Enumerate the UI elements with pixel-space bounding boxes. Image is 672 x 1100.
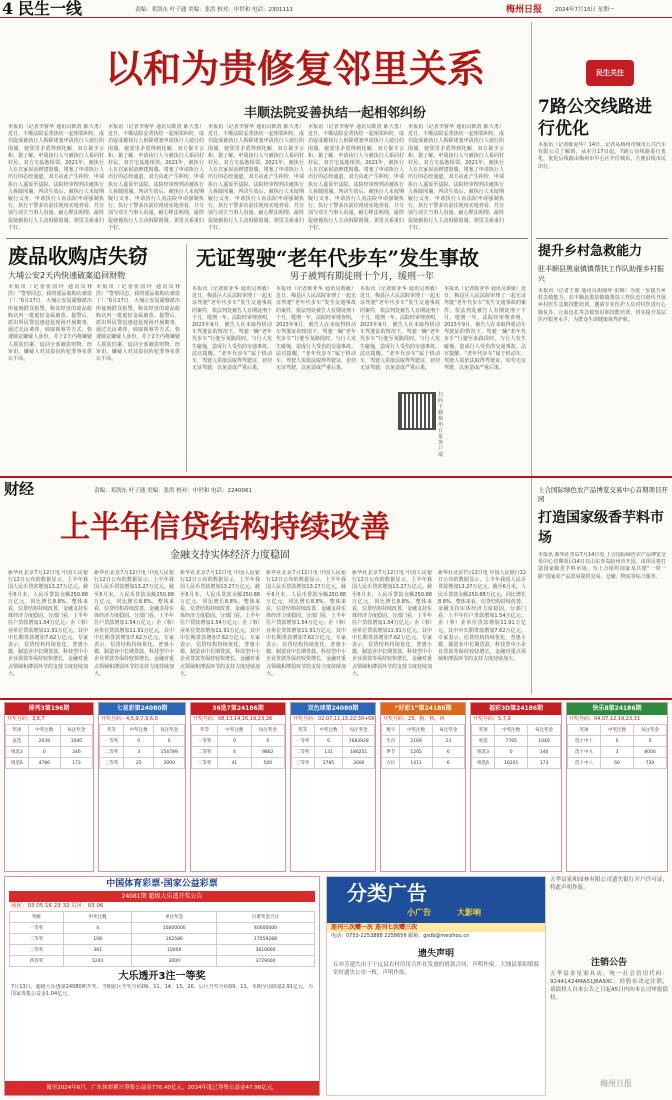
table-cell: 四等奖 (10, 956, 64, 967)
classified-ads (326, 876, 546, 1096)
table-row (10, 956, 315, 967)
right-notice-1: 五华县家和园林有限公司遗失银行开户许可证，特此声明作废。 (550, 877, 668, 891)
table-cell: 41 (218, 758, 251, 769)
ads-banner-title: 分类广告 (347, 881, 427, 905)
article-3-subtitle: 男子被判有期徒刑十个月，缓刑一年 (290, 272, 435, 282)
article-1-subtitle: 丰顺法院妥善执结一起相邻纠纷 (243, 106, 426, 121)
table-row (100, 736, 185, 747)
table-cell: 6 (432, 758, 464, 769)
divider (6, 238, 528, 239)
table-cell: 4 (218, 747, 251, 758)
table-cell: 每注奖金 (528, 725, 561, 736)
table-row (382, 736, 465, 747)
table-row (292, 758, 375, 769)
lottery-table (381, 724, 465, 769)
table-cell: 生肖 (382, 736, 400, 747)
table-row (192, 725, 285, 736)
table-cell: 组选3 (472, 747, 495, 758)
table-row (568, 758, 667, 769)
qr-caption: 扫码下载梅州日报客户端 (438, 392, 444, 458)
table-row (6, 758, 93, 769)
table-row (192, 747, 285, 758)
finance-editor-line: 责编：邓凯东 叶子通 美编：张洪 校对：申世和 电话：2240061 (94, 488, 252, 494)
table-cell: 选十中十 (568, 736, 601, 747)
sidebar-3-title: 打造国家级香芋料市场 (538, 510, 664, 546)
table-cell: 中奖注数 (218, 725, 251, 736)
table-row (382, 725, 465, 736)
table-cell: 162586 (132, 934, 217, 945)
divider (0, 698, 672, 700)
sidebar-1-badge (586, 60, 634, 86)
table-cell: 1205 (400, 747, 432, 758)
lottery-table (471, 724, 561, 769)
lottery-box-title: “好彩1”第24186期 (381, 703, 465, 715)
right-notice-title: 注销公告 (590, 958, 627, 968)
table-cell: 3000 (154, 758, 185, 769)
qr-code[interactable] (398, 392, 436, 430)
table-cell: 组选6 (472, 758, 495, 769)
table-cell: 0 (154, 736, 185, 747)
sports-lottery-footer: 截至2024年6月，广东体彩累计筹集公益金776.40亿元，2024年度已筹集公益金47.96亿元。 (5, 1081, 319, 1095)
table-cell: 组选3 (6, 747, 29, 758)
table-cell: 0 (123, 736, 154, 747)
table-row (472, 725, 561, 736)
table-row (568, 725, 667, 736)
dlt-title: 24081期 超级大乐透开奖公告 (9, 891, 315, 902)
ads-phone: 电话：0753-2253888 2258656 邮箱：gsdb@meizhou.cn (331, 933, 470, 939)
table-row (100, 758, 185, 769)
ads-promo: 连刊三次赠一次 连刊七次赠三次 (327, 923, 545, 932)
table-cell: 0 (634, 736, 667, 747)
article-1-body-col-2: 本报讯（记者李睿华 通讯员欧清 陈大勇）近日，丰顺法院妥善执结一起相邻纠纷，成功促成被执行人拆除堵塞申请执行人通行的围墙，使邻里矛盾得到化解，双方握手言和。据了解，申请执行人与被执行人系同村村民，双方宅基地相邻。2021年，被执行人在自家屋前修建围墙，堵塞了申请执行人出行的必经通道，双方由此产生纠纷，申请执行人遂诉至法院。法院经审理判决被执行人拆除围墙。判决生效后，被执行人未按期履行义务，申请执行人向法院申请强制执行。执行干警多次前往现场实地查看，并分别与双方当事人沟通，耐心释法明理，最终促使被执行人主动拆除围墙，邻里关系重归于好。 (108, 124, 204, 231)
table-cell: 40000000 (217, 923, 315, 934)
table-cell: 奖等 (292, 725, 315, 736)
table-cell: 3000 (132, 956, 217, 967)
sidebar-1-body: 本报讯（记者陈夏华）14日，记者从梅州市城市公共汽车有限公司了解到，从本月17日起，7路公交线路进行优化，优化后线路由梅州市中心区开往城东，方便沿线市民出行。 (538, 142, 666, 170)
lottery-table (567, 724, 667, 769)
table-cell: 10000 (132, 945, 217, 956)
lottery-winning-numbers: 开奖号码：23、狗、秋、西 (383, 716, 445, 722)
table-cell: 二等奖 (10, 934, 64, 945)
table-cell: 季节 (382, 747, 400, 758)
article-3-title: 无证驾驶“老年代步车”发生事故 (196, 246, 480, 270)
table-cell: 3 (601, 747, 634, 758)
table-cell: 0 (251, 736, 284, 747)
table-cell: 中奖注数 (28, 725, 60, 736)
table-cell: 中奖注数 (123, 725, 154, 736)
lottery-winning-numbers: 开奖号码：02,07,11,15,22,30+06 (293, 716, 375, 722)
lottery-box-title: 双色球第24080期 (291, 703, 375, 715)
lottery-box-title: 36选7第24186期 (191, 703, 285, 715)
table-cell: 数字 (382, 725, 400, 736)
lottery-table (191, 724, 285, 769)
table-cell: 186251 (343, 747, 375, 758)
table-cell: 奖项 (568, 725, 601, 736)
table-cell: 奖项 (472, 725, 495, 736)
table-cell: 中奖注数 (495, 725, 528, 736)
lottery-winning-numbers: 开奖号码：04,07,12,19,23,31 (569, 716, 641, 722)
article-3-body-col-3: 本报讯（记者陈亚华 通讯员黄敏）近日，梅县区人民法院审理了一起无证驾驶“老年代步车”发生交通事故的案件，依法判处被告人有期徒刑十个月，缓刑一年。法院经审理查明，2023年9月，被告人在未取得机动车驾驶证的情况下，驾驶一辆“老年代步车”行驶至某路段时，与行人发生碰撞，造成行人受伤的交通事故。法官提醒，“老年代步车”属于机动车，驾驶人需依法取得驾驶证，切勿无证驾驶，以免造成严重后果。 (360, 286, 440, 372)
table-row (10, 912, 315, 923)
table-cell: 一等奖 (100, 736, 124, 747)
article-3-body-col-4: 本报讯（记者陈亚华 通讯员黄敏）近日，梅县区人民法院审理了一起无证驾驶“老年代步车”发生交通事故的案件，依法判处被告人有期徒刑十个月，缓刑一年。法院经审理查明，2023年9月，被告人在未取得机动车驾驶证的情况下，驾驶一辆“老年代步车”行驶至某路段时，与行人发生碰撞，造成行人受伤的交通事故。法官提醒，“老年代步车”属于机动车，驾驶人需依法取得驾驶证，切勿无证驾驶，以免造成严重后果。 (444, 286, 526, 372)
ads-banner (327, 877, 545, 923)
page-number: 4 (2, 0, 14, 18)
table-cell: 一等奖 (192, 736, 218, 747)
table-row (568, 736, 667, 747)
table-cell: 23 (432, 736, 464, 747)
table-cell: 每注奖金 (154, 725, 185, 736)
table-cell: 4 (63, 923, 132, 934)
table-row (382, 758, 465, 769)
table-row (10, 945, 315, 956)
table-cell: 三等奖 (292, 758, 315, 769)
table-cell: 每注奖金 (634, 725, 667, 736)
table-row (6, 736, 93, 747)
table-cell: 应派奖金合计 (217, 912, 315, 923)
article-4-body-col-4: 新华社北京7月12日电 中国人民银行12日公布的数据显示，上半年我国人民币贷款增加13.27万亿元。截至6月末，人民币贷款余额250.88万亿元，同比增长8.8%。整体来看，信贷结构持续改善，金融支持实体经济力度稳固。分部门看，上半年住户贷款增加1.54万亿元；企（事）业单位贷款增加11.91万亿元，其中中长期贷款增加7.62万亿元。专家表示，信贷结构持续优化，普惠小微、制造业中长期贷款、科技型中小企业贷款等保持较快增长，金融对重点领域和薄弱环节的支持力度持续加大。 (266, 570, 346, 677)
table-cell: 17559288 (217, 934, 315, 945)
ads-banner-sub2: 大影响 (457, 908, 481, 917)
table-cell: 156789 (154, 747, 185, 758)
table-cell: 一等奖 (10, 923, 64, 934)
table-cell: 1040 (528, 736, 561, 747)
notice-body: 丘亦芳遗失由于于远县农村信用合作社发放的借款合同，声明作废。大埔县茶阳镇海堂村遗失公章一枚，声明作废。 (333, 962, 539, 976)
article-1-title: 以和为贵修复邻里关系 (104, 46, 485, 91)
dlt-news-title: 大乐透开3注一等奖 (118, 971, 206, 982)
table-cell: 720 (634, 758, 667, 769)
table-row (192, 736, 285, 747)
issue-date: 2024年7月15日 星期一 (555, 7, 615, 13)
article-3-body-col-2: 本报讯（记者陈亚华 通讯员黄敏）近日，梅县区人民法院审理了一起无证驾驶“老年代步车”发生交通事故的案件，依法判处被告人有期徒刑十个月，缓刑一年。法院经审理查明，2023年9月，被告人在未取得机动车驾驶证的情况下，驾驶一辆“老年代步车”行驶至某路段时，与行人发生碰撞，造成行人受伤的交通事故。法官提醒，“老年代步车”属于机动车，驾驶人需依法取得驾驶证，切勿无证驾驶，以免造成严重后果。 (276, 286, 356, 372)
table-row (10, 923, 315, 934)
article-2-title: 废品收购店失窃 (8, 244, 148, 268)
table-cell: 3729000 (217, 956, 315, 967)
table-row (6, 725, 93, 736)
table-cell: 131 (314, 747, 343, 758)
lottery-table (99, 724, 185, 769)
table-cell: 16201 (495, 758, 528, 769)
lottery-box (98, 702, 186, 872)
sports-lottery-panel (4, 876, 320, 1096)
table-row (100, 747, 185, 758)
divider (186, 244, 187, 472)
table-row (100, 725, 185, 736)
article-1-body-col-5: 本报讯（记者李睿华 通讯员欧清 陈大勇）近日，丰顺法院妥善执结一起相邻纠纷，成功促成被执行人拆除堵塞申请执行人通行的围墙，使邻里矛盾得到化解，双方握手言和。据了解，申请执行人与被执行人系同村村民，双方宅基地相邻。2021年，被执行人在自家屋前修建围墙，堵塞了申请执行人出行的必经通道，双方由此产生纠纷，申请执行人遂诉至法院。法院经审理判决被执行人拆除围墙。判决生效后，被执行人未按期履行义务，申请执行人向法院申请强制执行。执行干警多次前往现场实地查看，并分别与双方当事人沟通，耐心释法明理，最终促使被执行人主动拆除围墙，邻里关系重归于好。 (408, 124, 504, 231)
article-4-body-col-1: 新华社北京7月12日电 中国人民银行12日公布的数据显示，上半年我国人民币贷款增加13.27万亿元。截至6月末，人民币贷款余额250.88万亿元，同比增长8.8%。整体来看，信贷结构持续改善，金融支持实体经济力度稳固。分部门看，上半年住户贷款增加1.54万亿元；企（事）业单位贷款增加11.91万亿元，其中中长期贷款增加7.62万亿元。专家表示，信贷结构持续优化，普惠小微、制造业中长期贷款、科技型中小企业贷款等保持较快增长，金融对重点领域和薄弱环节的支持力度持续加大。 (8, 570, 88, 677)
table-cell: 346 (60, 747, 92, 758)
table-row (10, 934, 315, 945)
table-cell: 3000 (343, 758, 375, 769)
sidebar-2-body: 本报讯（记者王俊 通讯员胡丽萍 张梅）为进一步提升乡村急救能力，驻丰顺县黑泉镇镇帮扶工作队近日组织开展乡村医生急救技能培训，邀请专业医护人员对村医进行心肺复苏、止血包扎等急救知识和技能培训，切实提升基层医疗服务水平，为群众生命健康保驾护航。 (538, 288, 666, 323)
article-2-body-col-1: 本报讯（记者张国玲 通讯员林浩）“警察同志，我的废品收购店被盗了！”6月27日，大埔公安局湖寮派出所接到群众报警，称其经营的废品收购店内一批废旧金属被盗。接警后，派出所民警迅速赶赴现场开展勘查，通过走访调查、调取视频等方式，快速锁定嫌疑人身份，并于2天内将嫌疑人抓获归案，追回全部被盗财物。经审讯，嫌疑人对其盗窃的犯罪事实供认不讳。 (8, 284, 92, 363)
sidebar-2-subtitle: 驻丰顺县黑泉镇镇帮扶工作队助推乡村振兴 (538, 265, 664, 283)
table-cell: 每注奖金 (251, 725, 284, 736)
editor-line: 责编：邓凯东 叶子通 美编：张洪 校对：申世和 电话：2301111 (135, 7, 293, 13)
table-row (472, 758, 561, 769)
table-cell: 0 (495, 747, 528, 758)
table-cell: 6 (314, 736, 343, 747)
lottery-box (566, 702, 668, 872)
table-cell: 1785 (314, 758, 343, 769)
section-title: 民生一线 (18, 0, 83, 18)
lottery-box (4, 702, 94, 872)
sports-lottery-title: 中国体育彩票·国家公益彩票 (106, 879, 218, 889)
table-cell: 7683928 (343, 736, 375, 747)
right-notices (550, 876, 668, 1096)
table-cell: 25 (123, 758, 154, 769)
table-cell: 9862 (251, 747, 284, 758)
lottery-winning-numbers: 开奖号码：5,7,9 (473, 716, 511, 722)
table-cell: 单选 (472, 736, 495, 747)
table-cell: 2169 (400, 736, 432, 747)
table-cell: 0 (601, 736, 634, 747)
table-cell: 方位 (382, 758, 400, 769)
sidebar-3-body: 本报讯 新华社青岛7月14日电 上合国际绿色农产品博览交易中心首期项目14日在山东青岛胶州市开园。该项目将打造国家级香芋料市场，为上合组织国家及共建“一带一路”国家农产品贸易提供交易、仓储、物流等综合服务。 (538, 552, 666, 580)
article-2-body-col-2: 本报讯（记者张国玲 通讯员林浩）“警察同志，我的废品收购店被盗了！”6月27日，大埔公安局湖寮派出所接到群众报警，称其经营的废品收购店内一批废旧金属被盗。接警后，派出所民警迅速赶赴现场开展勘查，通过走访调查、调取视频等方式，快速锁定嫌疑人身份，并于2天内将嫌疑人抓获归案，追回全部被盗财物。经审讯，嫌疑人对其盗窃的犯罪事实供认不讳。 (96, 284, 180, 363)
table-row (292, 747, 375, 758)
sidebar-3-kicker: 上合国际绿色农产品博览交易中心首期项目开园 (538, 486, 668, 503)
article-4-title: 上半年信贷结构持续改善 (60, 510, 390, 545)
table-cell: 直选 (6, 736, 29, 747)
table-cell: 8000 (634, 747, 667, 758)
table-cell: 中奖注数 (601, 725, 634, 736)
paper-logo: 梅州日报 (506, 5, 543, 15)
table-cell: 60 (601, 758, 634, 769)
table-cell: 346 (528, 747, 561, 758)
table-cell: 单注奖金 (132, 912, 217, 923)
table-row (472, 747, 561, 758)
table-cell: 0 (218, 736, 251, 747)
table-cell: 中奖注数 (314, 725, 343, 736)
table-cell: 三等奖 (100, 758, 124, 769)
watermark: 梅州日报 (600, 1079, 632, 1088)
article-4-subtitle: 金融支持实体经济力度稳固 (170, 550, 290, 561)
table-cell: 每注奖金 (343, 725, 375, 736)
table-cell: 奖级 (10, 912, 64, 923)
table-cell: 选十中九 (568, 747, 601, 758)
table-cell: 3 (123, 747, 154, 758)
table-cell: 每注奖金 (60, 725, 92, 736)
lottery-box-title: 快乐8第24186期 (567, 703, 667, 715)
table-row (292, 736, 375, 747)
table-cell: 1411 (400, 758, 432, 769)
lottery-winning-numbers: 开奖号码：4,5,9,7,9,6,0 (101, 716, 158, 722)
table-cell: 每注奖金 (432, 725, 464, 736)
divider (0, 476, 672, 478)
lottery-box (190, 702, 286, 872)
table-cell: 选十中八 (568, 758, 601, 769)
divider (531, 488, 532, 694)
lottery-box-title: 七星彩第24080期 (99, 703, 185, 715)
article-1-body-col-3: 本报讯（记者李睿华 通讯员欧清 陈大勇）近日，丰顺法院妥善执结一起相邻纠纷，成功促成被执行人拆除堵塞申请执行人通行的围墙，使邻里矛盾得到化解，双方握手言和。据了解，申请执行人与被执行人系同村村民，双方宅基地相邻。2021年，被执行人在自家屋前修建围墙，堵塞了申请执行人出行的必经通道，双方由此产生纠纷，申请执行人遂诉至法院。法院经审理判决被执行人拆除围墙。判决生效后，被执行人未按期履行义务，申请执行人向法院申请强制执行。执行干警多次前往现场实地查看，并分别与双方当事人沟通，耐心释法明理，最终促使被执行人主动拆除围墙，邻里关系重归于好。 (208, 124, 304, 231)
lottery-box (380, 702, 466, 872)
article-2-subtitle: 大埔公安2天内快速破案追回财物 (8, 271, 126, 280)
table-cell: 108 (63, 934, 132, 945)
table-row (472, 736, 561, 747)
table-cell: 组选6 (6, 758, 29, 769)
notice-title: 遗失声明 (417, 949, 454, 959)
lottery-winning-numbers: 开奖号码：3,6,7 (7, 716, 45, 722)
table-cell: 7765 (495, 736, 528, 747)
lottery-box (470, 702, 562, 872)
lottery-box-title: 福彩3D第24186期 (471, 703, 561, 715)
dlt-numbers: 前区：03 05 16 23 32 后区：03 06 (11, 903, 104, 909)
table-cell: 1040 (60, 736, 92, 747)
divider (536, 238, 668, 239)
table-cell: 二等奖 (292, 747, 315, 758)
article-4-body-col-2: 新华社北京7月12日电 中国人民银行12日公布的数据显示，上半年我国人民币贷款增加13.27万亿元。截至6月末，人民币贷款余额250.88万亿元，同比增长8.8%。整体来看，信贷结构持续改善，金融支持实体经济力度稳固。分部门看，上半年住户贷款增加1.54万亿元；企（事）业单位贷款增加11.91万亿元，其中中长期贷款增加7.62万亿元。专家表示，信贷结构持续优化，普惠小微、制造业中长期贷款、科技型中小企业贷款等保持较快增长，金融对重点领域和薄弱环节的支持力度持续加大。 (94, 570, 174, 677)
article-3-body-col-1: 本报讯（记者陈亚华 通讯员黄敏）近日，梅县区人民法院审理了一起无证驾驶“老年代步车”发生交通事故的案件，依法判处被告人有期徒刑十个月，缓刑一年。法院经审理查明，2023年9月，被告人在未取得机动车驾驶证的情况下，驾驶一辆“老年代步车”行驶至某路段时，与行人发生碰撞，造成行人受伤的交通事故。法官提醒，“老年代步车”属于机动车，驾驶人需依法取得驾驶证，切勿无证驾驶，以免造成严重后果。 (192, 286, 272, 372)
article-4-body-col-5: 新华社北京7月12日电 中国人民银行12日公布的数据显示，上半年我国人民币贷款增加13.27万亿元。截至6月末，人民币贷款余额250.88万亿元，同比增长8.8%。整体来看，信贷结构持续改善，金融支持实体经济力度稳固。分部门看，上半年住户贷款增加1.54万亿元；企（事）业单位贷款增加11.91万亿元，其中中长期贷款增加7.62万亿元。专家表示，信贷结构持续优化，普惠小微、制造业中长期贷款、科技型中小企业贷款等保持较快增长，金融对重点领域和薄弱环节的支持力度持续加大。 (352, 570, 432, 677)
lottery-box (290, 702, 376, 872)
table-cell: 4786 (28, 758, 60, 769)
table-cell: 中奖注数 (63, 912, 132, 923)
table-cell: 3610000 (217, 945, 315, 956)
article-4-body-col-3: 新华社北京7月12日电 中国人民银行12日公布的数据显示，上半年我国人民币贷款增加13.27万亿元。截至6月末，人民币贷款余额250.88万亿元，同比增长8.8%。整体来看，信贷结构持续改善，金融支持实体经济力度稳固。分部门看，上半年住户贷款增加1.54万亿元；企（事）业单位贷款增加11.91万亿元，其中中长期贷款增加7.62万亿元。专家表示，信贷结构持续优化，普惠小微、制造业中长期贷款、科技型中小企业贷款等保持较快增长，金融对重点领域和薄弱环节的支持力度持续加大。 (180, 570, 260, 677)
lottery-winning-numbers: 开奖号码：08,13,14,16,19,23,28 (193, 716, 273, 722)
table-cell: 奖项 (6, 725, 29, 736)
table-cell: 二等奖 (192, 747, 218, 758)
right-notice-2: 五华县金星家具店，统一社会信用代码：92441424MA51J8A9XC，经股东决定注销，请债权人自本公告之日起45日内向本公司申报债权。 (550, 971, 668, 1001)
table-row (568, 747, 667, 758)
table-cell: 中奖注数 (400, 725, 432, 736)
article-1-body-col-1: 本报讯（记者李睿华 通讯员欧清 陈大勇）近日，丰顺法院妥善执结一起相邻纠纷，成功促成被执行人拆除堵塞申请执行人通行的围墙，使邻里矛盾得到化解，双方握手言和。据了解，申请执行人与被执行人系同村村民，双方宅基地相邻。2021年，被执行人在自家屋前修建围墙，堵塞了申请执行人出行的必经通道，双方由此产生纠纷，申请执行人遂诉至法院。法院经审理判决被执行人拆除围墙。判决生效后，被执行人未按期履行义务，申请执行人向法院申请强制执行。执行干警多次前往现场实地查看，并分别与双方当事人沟通，耐心释法明理，最终促使被执行人主动拆除围墙，邻里关系重归于好。 (8, 124, 104, 231)
ads-banner-sub1: 小广告 (407, 908, 431, 917)
table-cell: 173 (60, 758, 92, 769)
finance-section-title: 财经 (4, 480, 35, 498)
table-cell: 奖等 (192, 725, 218, 736)
table-cell: 173 (528, 758, 561, 769)
sidebar-1-title: 7路公交线路进行优化 (538, 97, 652, 139)
lottery-table (5, 724, 93, 769)
table-cell: 10000000 (132, 923, 217, 934)
table-row (6, 747, 93, 758)
table-cell: 奖等 (100, 725, 124, 736)
table-cell: 361 (63, 945, 132, 956)
dlt-news-body: 7月13日，超级大乐透第24080期开奖。当期前区开奖号码09、11、14、15、26，后区开奖号码09、11。本期全国销量2.91亿元，为国家筹集公益金1.04亿元。 (11, 984, 313, 998)
lottery-table (291, 724, 375, 769)
page-header (0, 0, 672, 18)
lottery-box-title: 排列3第196期 (5, 703, 93, 715)
article-4-body-col-6: 新华社北京7月12日电 中国人民银行12日公布的数据显示，上半年我国人民币贷款增加13.27万亿元。截至6月末，人民币贷款余额250.88万亿元，同比增长8.8%。整体来看，信贷结构持续改善，金融支持实体经济力度稳固。分部门看，上半年住户贷款增加1.54万亿元；企（事）业单位贷款增加11.91万亿元，其中中长期贷款增加7.62万亿元。专家表示，信贷结构持续优化，普惠小微、制造业中长期贷款、科技型中小企业贷款等保持较快增长，金融对重点领域和薄弱环节的支持力度持续加大。 (438, 570, 526, 663)
table-cell: 500 (251, 758, 284, 769)
table-row (192, 758, 285, 769)
table-cell: 三等奖 (192, 758, 218, 769)
table-cell: 0 (28, 747, 60, 758)
badge-label: 民生关注 (596, 69, 624, 77)
table-cell: 三等奖 (10, 945, 64, 956)
sidebar-2-title: 提升乡村急救能力 (538, 244, 643, 259)
table-row (292, 725, 375, 736)
table-cell: 1243 (63, 956, 132, 967)
article-1-body-col-4: 本报讯（记者李睿华 通讯员欧清 陈大勇）近日，丰顺法院妥善执结一起相邻纠纷，成功促成被执行人拆除堵塞申请执行人通行的围墙，使邻里矛盾得到化解，双方握手言和。据了解，申请执行人与被执行人系同村村民，双方宅基地相邻。2021年，被执行人在自家屋前修建围墙，堵塞了申请执行人出行的必经通道，双方由此产生纠纷，申请执行人遂诉至法院。法院经审理判决被执行人拆除围墙。判决生效后，被执行人未按期履行义务，申请执行人向法院申请强制执行。执行干警多次前往现场实地查看，并分别与双方当事人沟通，耐心释法明理，最终促使被执行人主动拆除围墙，邻里关系重归于好。 (308, 124, 404, 231)
table-cell: 2039 (28, 736, 60, 747)
table-cell: 二等奖 (100, 747, 124, 758)
table-cell: 6 (432, 747, 464, 758)
table-cell: 一等奖 (292, 736, 315, 747)
dlt-table (5, 911, 319, 967)
table-row (382, 747, 465, 758)
